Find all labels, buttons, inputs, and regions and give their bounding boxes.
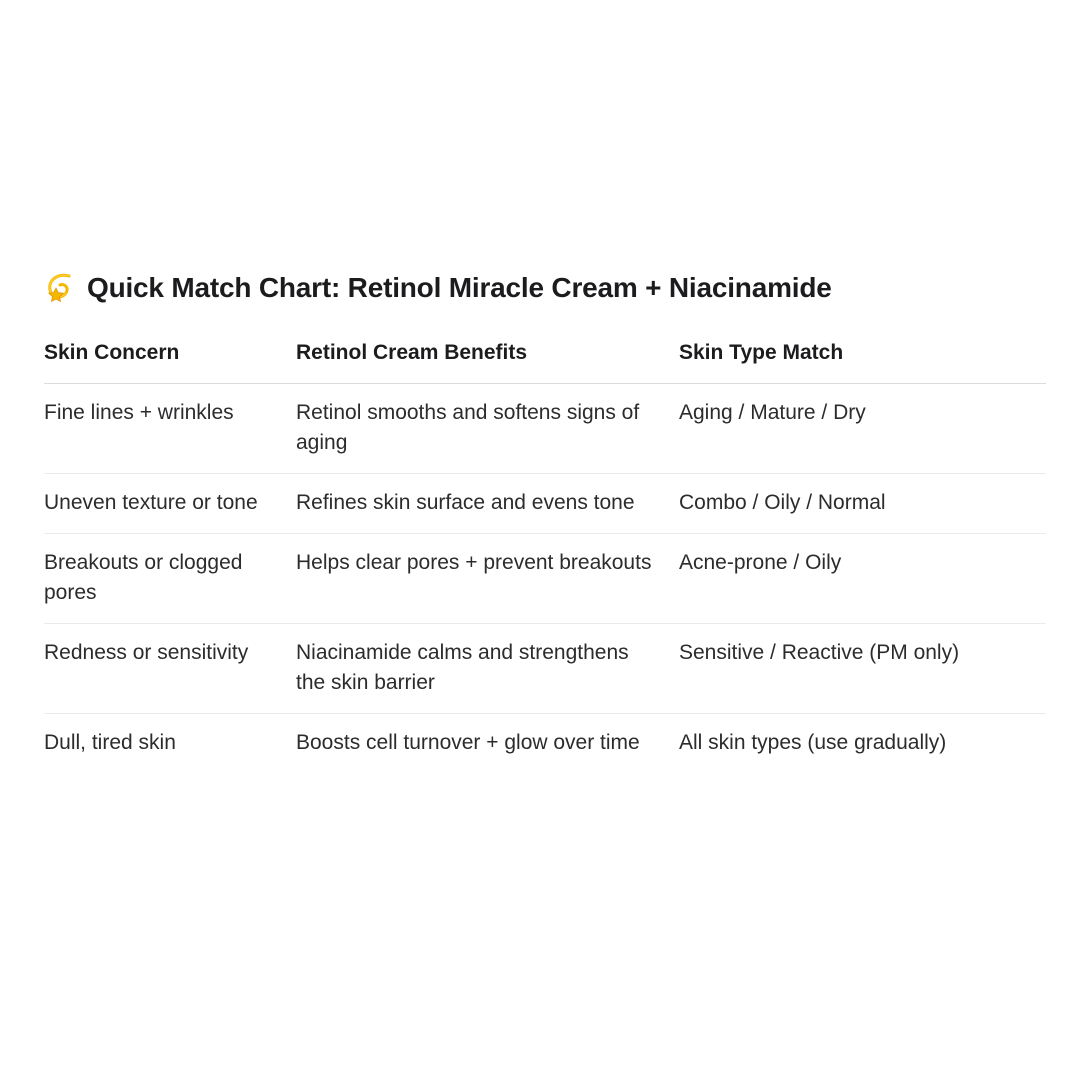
- skin-type-cell: All skin types (use gradually): [679, 731, 947, 754]
- benefit-cell: Niacinamide calms and strengthens the skin barrier: [296, 641, 629, 694]
- match-chart: [44, 268, 1046, 804]
- benefit-cell: Boosts cell turnover + glow over time: [296, 731, 640, 754]
- table-row: [44, 534, 1046, 624]
- dizzy-star-emoji-icon: [44, 271, 78, 305]
- skin-concern-cell: Redness or sensitivity: [44, 641, 249, 664]
- page-title: Quick Match Chart: Retinol Miracle Cream + Niacinamide: [87, 272, 832, 303]
- table-row: [44, 474, 1046, 534]
- skin-concern-cell: Dull, tired skin: [44, 731, 176, 754]
- column-header-benefits: Retinol Cream Benefits: [296, 341, 528, 364]
- benefit-cell: Helps clear pores + prevent breakouts: [296, 551, 652, 574]
- table-row: [44, 384, 1046, 474]
- column-header-skin-concern: Skin Concern: [44, 341, 180, 364]
- skin-concern-cell: Breakouts or clogged pores: [44, 551, 243, 604]
- skin-type-cell: Aging / Mature / Dry: [679, 401, 866, 424]
- skin-type-cell: Combo / Oily / Normal: [679, 491, 886, 514]
- benefit-cell: Retinol smooths and softens signs of aging: [296, 401, 640, 454]
- benefit-cell: Refines skin surface and evens tone: [296, 491, 635, 514]
- table-row: [44, 714, 1046, 804]
- match-table: [44, 338, 1046, 804]
- column-header-skin-type: Skin Type Match: [679, 341, 844, 364]
- title-row: [44, 268, 1046, 308]
- table-header-row: [44, 338, 1046, 384]
- skin-concern-cell: Fine lines + wrinkles: [44, 401, 234, 424]
- skin-concern-cell: Uneven texture or tone: [44, 491, 258, 514]
- skin-type-cell: Sensitive / Reactive (PM only): [679, 641, 960, 664]
- table-row: [44, 624, 1046, 714]
- skin-type-cell: Acne-prone / Oily: [679, 551, 842, 574]
